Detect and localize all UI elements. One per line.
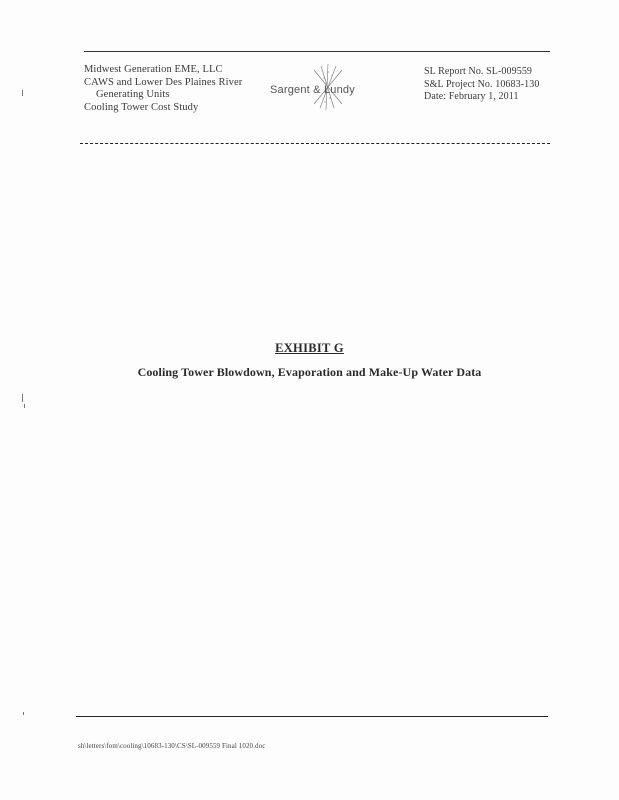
exhibit-subtitle: Cooling Tower Blowdown, Evaporation and Make-Up Water Data <box>137 365 482 379</box>
scan-speck <box>22 394 23 402</box>
header-location-line: CAWS and Lower Des Plaines River <box>84 76 243 88</box>
report-number: SL Report No. SL-009559 <box>424 66 533 77</box>
header-right-block <box>424 66 539 104</box>
scan-speck <box>22 90 23 96</box>
footer-file-path: sh\letters\fom\cooling\10683-130\CS\SL-009559 Final 1020.doc <box>78 742 266 750</box>
report-date: Date: February 1, 2011 <box>424 91 519 102</box>
project-number: S&L Project No. 10683-130 <box>424 78 540 90</box>
logo-text: Sargent & Lundy <box>270 84 355 96</box>
header-bottom-rule <box>80 143 550 144</box>
header-left-block <box>84 64 242 114</box>
scan-speck <box>24 404 25 408</box>
header-company-line: Midwest Generation EME, LLC <box>84 64 223 75</box>
header-top-rule <box>84 51 550 52</box>
header-study-line: Cooling Tower Cost Study <box>84 101 199 113</box>
exhibit-title: EXHIBIT G <box>275 341 344 355</box>
sargent-lundy-logo <box>266 62 396 112</box>
scan-speck <box>23 712 24 715</box>
header-units-line: Generating Units <box>96 89 170 100</box>
footer-rule <box>76 716 548 717</box>
